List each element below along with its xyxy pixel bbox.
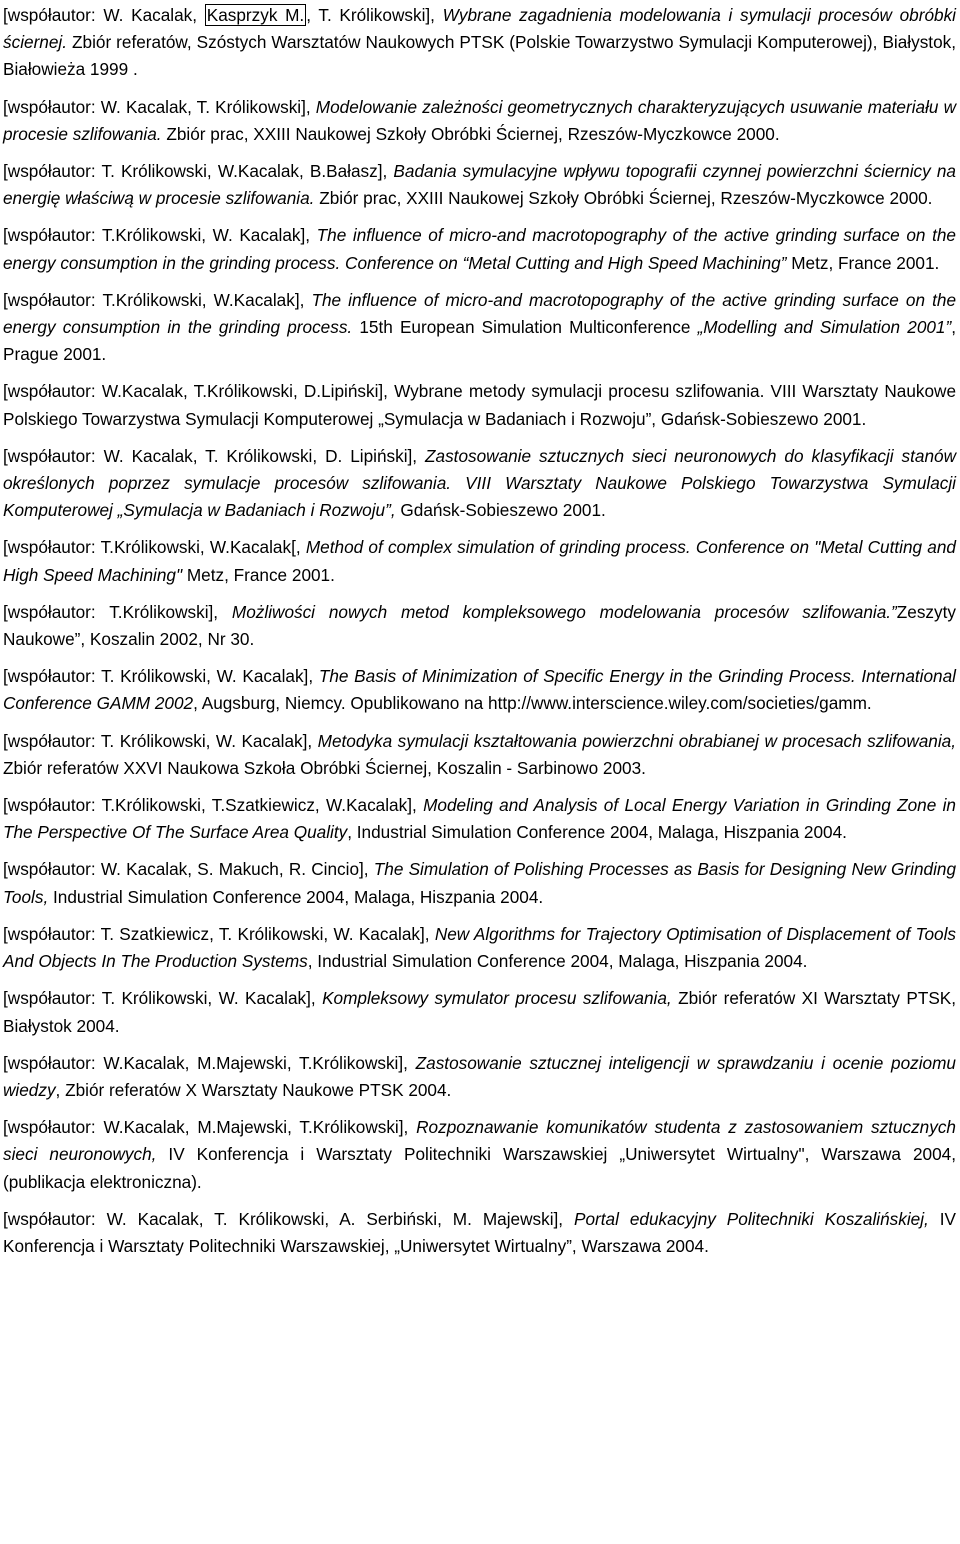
bibliography-entry (3, 534, 956, 588)
entry-text: Zbiór referatów, Szóstych Warsztatów Naukowych PTSK (Polskie Towarzystwo Symulacji Komputerowej), Białystok, Białowieża 1999 . (3, 32, 956, 80)
bibliography-entry (3, 1114, 956, 1196)
bibliography-entry (3, 599, 956, 653)
entry-text: 15th European Simulation Multiconference (352, 317, 698, 338)
entry-text: [współautor: T. Królikowski, W.Kacalak, B.Bałasz], (3, 161, 394, 182)
entry-text: , Augsburg, Niemcy. Opublikowano na http://www.interscience.wiley.com/societies/gamm. (193, 693, 872, 714)
entry-text: Zbiór prac, XXIII Naukowej Szkoły Obróbki Ściernej, Rzeszów-Myczkowce 2000. (314, 188, 933, 209)
entry-text: [współautor: T.Królikowski, W. Kacalak], (3, 225, 317, 246)
entry-text: [współautor: W.Kacalak, M.Majewski, T.Królikowski], (3, 1117, 417, 1138)
entry-text: [współautor: T.Królikowski, T.Szatkiewicz, W.Kacalak], (3, 795, 424, 816)
bibliography-entry (3, 663, 956, 717)
entry-title: Method of complex simulation of grinding process. Conference on "Metal Cutting and High Speed Machining" (3, 537, 956, 585)
bibliography-entry (3, 792, 956, 846)
bibliography-entry (3, 728, 956, 782)
entry-text: , Zbiór referatów X Warsztaty Naukowe PTSK 2004. (55, 1079, 452, 1100)
entry-text: Zbiór referatów XI Warsztaty PTSK, Białystok 2004. (3, 988, 957, 1036)
entry-title: The Basis of Minimization of Specific Energy in the Grinding Process. International Conference GAMM 2002 (3, 666, 956, 714)
entry-text: [współautor: T. Szatkiewicz, T. Królikowski, W. Kacalak], (3, 923, 435, 944)
entry-text: , Prague 2001. (3, 317, 956, 365)
entry-title: Modelowanie zależności geometrycznych charakteryzujących usuwanie materiału w procesie szlifowania. (3, 96, 956, 144)
entry-text: IV Konferencja i Warsztaty Politechniki Warszawskiej, „Uniwersytet Wirtualny”, Warszawa 2004. (3, 1208, 956, 1256)
entry-text: [współautor: W. Kacalak, T. Królikowski, D. Lipiński], (3, 445, 426, 466)
entry-title: Zastosowanie sztucznej inteligencji w sprawdzaniu i ocenie poziomu wiedzy (3, 1052, 956, 1100)
highlighted-author: Kasprzyk M. (206, 5, 305, 25)
entry-text: [współautor: T. Królikowski, W. Kacalak], (3, 730, 318, 751)
bibliography-entry (3, 856, 956, 910)
entry-title: New Algorithms for Trajectory Optimisation of Displacement of Tools And Objects In The Production Systems (3, 923, 956, 972)
entry-text: IV Konferencja i Warsztaty Politechniki Warszawskiej „Uniwersytet Wirtualny", Warszawa 2004, (publikacja elektroniczna). (3, 1144, 956, 1192)
bibliography-entry (3, 443, 956, 525)
entry-title: The influence of micro-and macrotopography of the active grinding surface on the energy consumption in the grinding process. Conference on “Metal Cutting and High Speed Machining” (3, 225, 956, 273)
entry-text: [współautor: T.Królikowski], (3, 601, 232, 622)
bibliography-entry (3, 287, 956, 369)
entry-text: [współautor: W.Kacalak, M.Majewski, T.Królikowski], (3, 1052, 416, 1073)
entry-title: The Simulation of Polishing Processes as Basis for Designing New Grinding Tools, (3, 859, 957, 907)
entry-text: [współautor: T.Królikowski, W.Kacalak[, (3, 537, 306, 558)
entry-text: Zbiór referatów XXVI Naukowa Szkoła Obróbki Ściernej, Koszalin - Sarbinowo 2003. (3, 757, 646, 778)
entry-text: Metz, France 2001. (182, 564, 335, 585)
entry-text: , Industrial Simulation Conference 2004, Malaga, Hiszpania 2004. (347, 822, 847, 843)
bibliography-entry (3, 222, 956, 276)
entry-title: Badania symulacyjne wpływu topografii czynnej powierzchni ściernicy na energię właściwą w procesie szlifowania. (3, 161, 956, 209)
entry-title: Rozpoznawanie komunikatów studenta z zastosowaniem sztucznych sieci neuronowych, (3, 1117, 956, 1165)
entry-title: Wybrane zagadnienia modelowania i symulacji procesów obróbki ściernej. (3, 5, 956, 53)
entry-text: [współautor: W. Kacalak, (3, 5, 205, 25)
entry-text: [współautor: T. Królikowski, W. Kacalak], (3, 988, 323, 1009)
entry-text: [współautor: T.Królikowski, W.Kacalak], (3, 289, 312, 310)
entry-text: , Industrial Simulation Conference 2004, Malaga, Hiszpania 2004. (307, 951, 808, 972)
entry-title: Metodyka symulacji kształtowania powierzchni obrabianej w procesach szlifowania, (317, 730, 956, 751)
entry-text: Zbiór prac, XXIII Naukowej Szkoły Obróbki Ściernej, Rzeszów-Myczkowce 2000. (161, 123, 780, 144)
entry-title: The influence of micro-and macrotopography of the active grinding surface on the energy consumption in the grinding process. (3, 289, 956, 338)
entry-title: Modeling and Analysis of Local Energy Variation in Grinding Zone in The Perspective Of The Surface Area Quality (3, 795, 956, 843)
entry-title: Zastosowanie sztucznych sieci neuronowych do klasyfikacji stanów określonych poprzez symulacje procesów szlifowania. VIII Warsztaty Naukowe Polskiego Towarzystwa Symulacji Komputerowej „Symulacja w Badaniach i Rozwoju”, (3, 445, 956, 521)
bibliography-entry (3, 158, 956, 212)
entry-title: Kompleksowy symulator procesu szlifowania, (322, 988, 672, 1009)
bibliography-entry (3, 2, 956, 84)
entry-text: Zeszyty Naukowe”, Koszalin 2002, Nr 30. (3, 601, 956, 650)
bibliography-entry (3, 985, 956, 1039)
entry-text: Metz, France 2001. (786, 252, 940, 273)
entry-text: [współautor: T. Królikowski, W. Kacalak], (3, 666, 319, 687)
entry-text: Industrial Simulation Conference 2004, Malaga, Hiszpania 2004. (48, 886, 544, 907)
entry-text: [współautor: W. Kacalak, T. Królikowski], (3, 96, 316, 117)
entry-title: Portal edukacyjny Politechniki Koszalińskiej, (574, 1208, 929, 1229)
entry-text: Gdańsk-Sobieszewo 2001. (395, 500, 606, 521)
bibliography-entry (3, 1050, 956, 1104)
bibliography-entry (3, 921, 956, 975)
entry-text: , T. Królikowski], (306, 5, 443, 25)
entry-title: Możliwości nowych metod kompleksowego modelowania procesów szlifowania.” (231, 601, 897, 622)
bibliography-entry (3, 94, 956, 148)
entry-text: [współautor: W. Kacalak, S. Makuch, R. Cincio], (3, 859, 374, 880)
bibliography-entry (3, 378, 956, 432)
bibliography-entry (3, 1206, 956, 1260)
entry-text: [współautor: W. Kacalak, T. Królikowski, A. Serbiński, M. Majewski], (3, 1208, 575, 1229)
entry-title: „Modelling and Simulation 2001” (697, 317, 952, 338)
entry-text: [współautor: W.Kacalak, T.Królikowski, D.Lipiński], Wybrane metody symulacji procesu szlifowania. VIII Warsztaty Naukowe Polskiego Towarzystwa Symulacji Komputerowej „Symulacja w Badaniach i Rozwoju”, Gdańsk-Sobieszewo 2001. (3, 381, 956, 429)
